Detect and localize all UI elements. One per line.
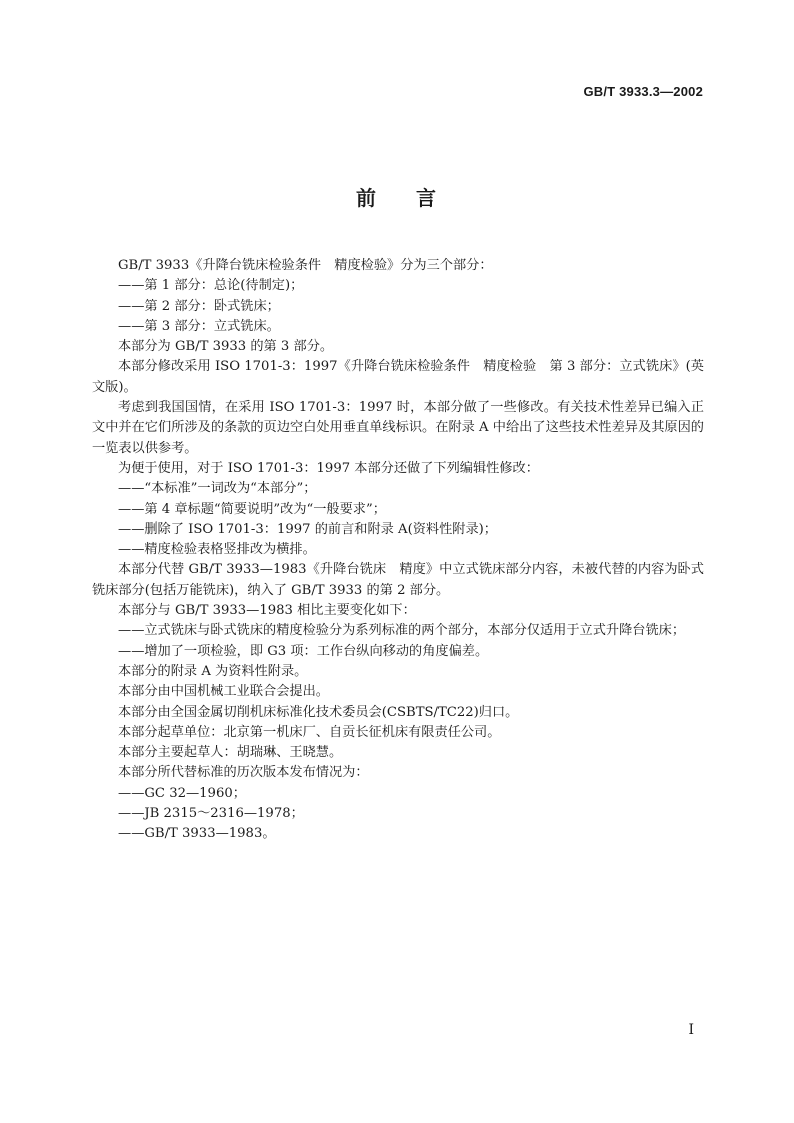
title-part-2: 言 (416, 186, 438, 210)
foreword-body (92, 256, 704, 845)
list-item: ——第 1 部分：总论(待制定)； (118, 278, 304, 294)
paragraph: 本部分主要起草人：胡瑞琳、王晓慧。 (118, 745, 343, 761)
list-item: ——第 2 部分：卧式铣床； (118, 298, 280, 314)
list-item: ——删除了 ISO 1701-3：1997 的前言和附录 A(资料性附录)； (118, 521, 497, 537)
paragraph: 本部分修改采用 ISO 1701-3：1997《升降台铣床检验条件 精度检验 第 3 部分：立式铣床》(英文版)。 (92, 359, 704, 395)
paragraph: 本部分的附录 A 为资料性附录。 (118, 663, 308, 679)
paragraph: 本部分为 GB/T 3933 的第 3 部分。 (118, 339, 334, 355)
paragraph: 本部分代替 GB/T 3933—1983《升降台铣床 精度》中立式铣床部分内容，未被代替的内容为卧式铣床部分(包括万能铣床)，纳入了 GB/T 3933 的第 2 部分。 (92, 562, 704, 598)
paragraph: 本部分与 GB/T 3933—1983 相比主要变化如下： (118, 603, 416, 619)
list-item: ——立式铣床与卧式铣床的精度检验分为系列标准的两个部分，本部分仅适用于立式升降台铣床； (118, 623, 686, 639)
list-item: ——JB 2315～2316—1978； (118, 806, 304, 822)
paragraph: 为便于使用，对于 ISO 1701-3：1997 本部分还做了下列编辑性修改： (118, 460, 539, 476)
page-number: I (688, 1022, 694, 1038)
list-item: ——第 3 部分：立式铣床。 (118, 318, 280, 334)
paragraph: 本部分由全国金属切削机床标准化技术委员会(CSBTS/TC22)归口。 (118, 704, 519, 720)
list-item: ——“本标准”一词改为“本部分”； (118, 481, 317, 497)
list-item: ——精度检验表格竖排改为横排。 (118, 542, 316, 558)
page-title (0, 182, 794, 211)
list-item: ——GB/T 3933—1983。 (118, 826, 276, 842)
list-item: ——第 4 章标题“简要说明”改为“一般要求”； (118, 501, 386, 517)
paragraph: 考虑到我国国情，在采用 ISO 1701-3：1997 时，本部分做了一些修改。有关技术性差异已编入正文中并在它们所涉及的条款的页边空白处用垂直单线标识。在附录 A 中给出了这些技术性差异及其原因的一览表以供参考。 (92, 400, 704, 456)
list-item: ——增加了一项检验，即 G3 项：工作台纵向移动的角度偏差。 (118, 643, 489, 659)
paragraph: 本部分所代替标准的历次版本发布情况为： (118, 765, 369, 781)
list-item: ——GC 32—1960； (118, 785, 246, 801)
standard-code: GB/T 3933.3—2002 (583, 84, 703, 99)
paragraph: 本部分由中国机械工业联合会提出。 (118, 684, 329, 700)
paragraph: GB/T 3933《升降台铣床检验条件 精度检验》分为三个部分： (118, 258, 493, 273)
title-part-1: 前 (356, 186, 378, 210)
paragraph: 本部分起草单位：北京第一机床厂、自贡长征机床有限责任公司。 (118, 724, 501, 740)
